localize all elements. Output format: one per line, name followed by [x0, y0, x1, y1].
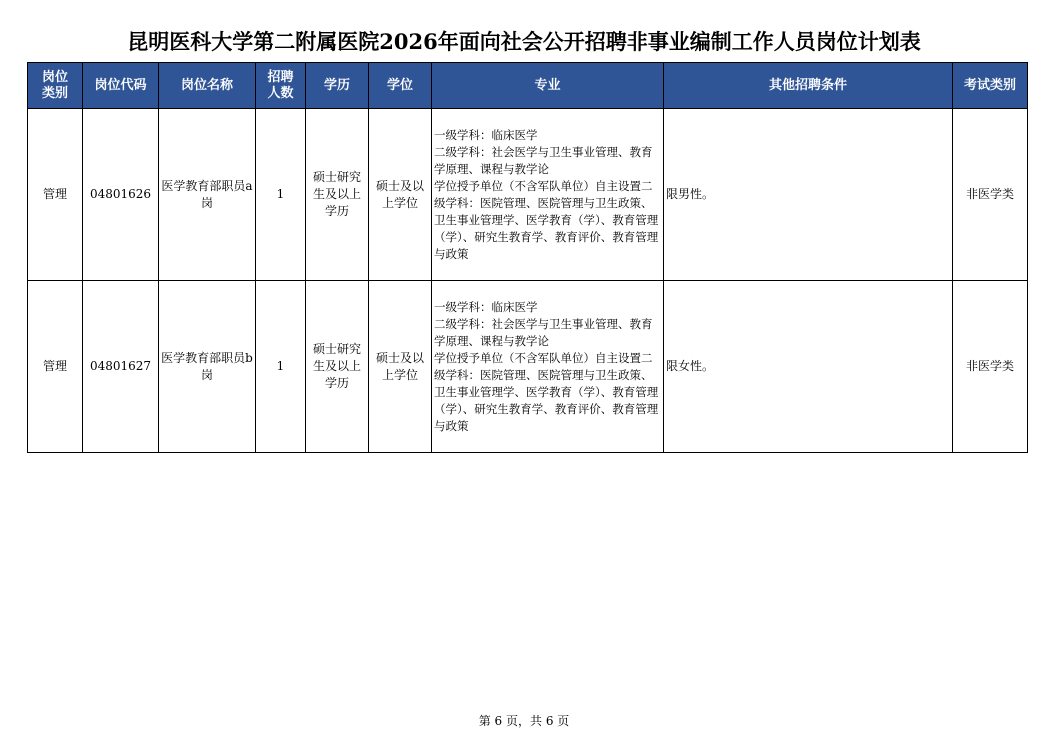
position-plan-table	[27, 62, 1028, 453]
cell-major: 一级学科：临床医学 二级学科：社会医学与卫生事业管理、教育学原理、课程与教学论 学位授予单位（不含军队单位）自主设置二级学科：医院管理、医院管理与卫生政策、卫生事业管理学、医学教育（学）、教育管理（学）、研究生教育学、教育评价、教育管理与政策	[432, 281, 664, 453]
cell-exam-type: 非医学类	[953, 281, 1028, 453]
cell-code: 04801627	[83, 281, 159, 453]
cell-category: 管理	[28, 281, 83, 453]
cell-conditions: 限女性。	[664, 281, 953, 453]
cell-degree: 硕士及以上学位	[369, 109, 432, 281]
cell-count: 1	[256, 281, 306, 453]
header-category: 岗位 类别	[28, 63, 83, 109]
table-header-row	[28, 63, 1028, 109]
page-number-footer: 第 6 页，共 6 页	[478, 714, 570, 728]
cell-exam-type: 非医学类	[953, 109, 1028, 281]
page-title: 昆明医科大学第二附属医院2026年面向社会公开招聘非事业编制工作人员岗位计划表	[127, 29, 921, 54]
header-major: 专业	[432, 63, 664, 109]
header-name: 岗位名称	[159, 63, 256, 109]
cell-major: 一级学科：临床医学 二级学科：社会医学与卫生事业管理、教育学原理、课程与教学论 学位授予单位（不含军队单位）自主设置二级学科：医院管理、医院管理与卫生政策、卫生事业管理学、医学教育（学）、教育管理（学）、研究生教育学、教育评价、教育管理与政策	[432, 109, 664, 281]
cell-name: 医学教育部职员b岗	[159, 281, 256, 453]
cell-code: 04801626	[83, 109, 159, 281]
table-row	[28, 109, 1028, 281]
header-count: 招聘 人数	[256, 63, 306, 109]
header-exam-type: 考试类别	[953, 63, 1028, 109]
cell-education: 硕士研究生及以上学历	[306, 109, 369, 281]
cell-count: 1	[256, 109, 306, 281]
header-code: 岗位代码	[83, 63, 159, 109]
header-education: 学历	[306, 63, 369, 109]
cell-education: 硕士研究生及以上学历	[306, 281, 369, 453]
header-degree: 学位	[369, 63, 432, 109]
cell-conditions: 限男性。	[664, 109, 953, 281]
table-row	[28, 281, 1028, 453]
cell-degree: 硕士及以上学位	[369, 281, 432, 453]
header-conditions: 其他招聘条件	[664, 63, 953, 109]
cell-name: 医学教育部职员a岗	[159, 109, 256, 281]
cell-category: 管理	[28, 109, 83, 281]
